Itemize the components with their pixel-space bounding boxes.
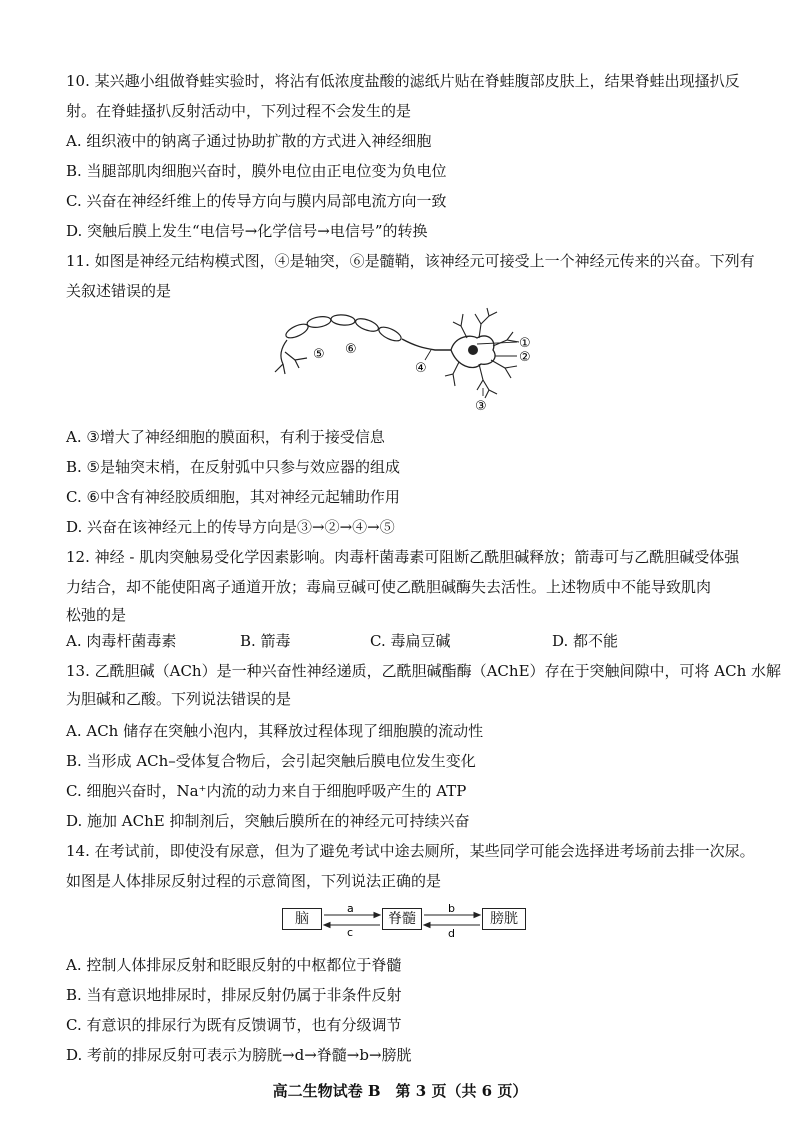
axon: [402, 339, 451, 350]
box-spinal-cord: 脊髓: [382, 908, 422, 930]
q13-option-a: A. ACh 储存在突触小泡内，其释放过程体现了细胞膜的流动性: [66, 722, 484, 740]
q11-option-b: B. ⑤是轴突末梢，在反射弧中只参与效应器的组成: [66, 458, 401, 476]
q13-option-c: C. 细胞兴奋时，Na⁺内流的动力来自于细胞呼吸产生的 ATP: [66, 782, 467, 800]
q13-stem-line2: 为胆碱和乙酸。下列说法错误的是: [66, 690, 292, 708]
q12-option-a: A. 肉毒杆菌毒素: [66, 632, 177, 650]
axon-terminal: [275, 340, 307, 374]
q10-stem-line1: 10. 某兴趣小组做脊蛙实验时，将沾有低浓度盐酸的滤纸片贴在脊蛙腹部皮肤上，结果脊蛙出现搔扒反: [66, 72, 740, 90]
q10-option-c: C. 兴奋在神经纤维上的传导方向与膜内局部电流方向一致: [66, 192, 447, 210]
q10-option-b: B. 当腿部肌肉细胞兴奋时，膜外电位由正电位变为负电位: [66, 162, 447, 180]
q13-stem-line1: 13. 乙酰胆碱（ACh）是一种兴奋性神经递质，乙酰胆碱酯酶（AChE）存在于突触间隙中，可将 ACh 水解: [66, 662, 782, 680]
q12-stem-line2: 力结合，却不能使阳离子通道开放；毒扁豆碱可使乙酰胆碱酶失去活性。上述物质中不能导致肌肉: [66, 578, 712, 596]
page-footer: 高二生物试卷 B 第 3 页（共 6 页）: [272, 1082, 528, 1100]
q12-option-c: C. 毒扁豆碱: [370, 632, 451, 650]
box-bladder: 膀胱: [482, 908, 526, 930]
arrow-label-a: a: [347, 903, 354, 915]
q10-option-d: D. 突触后膜上发生“电信号→化学信号→电信号”的转换: [66, 222, 428, 240]
q13-option-d: D. 施加 AChE 抑制剂后，突触后膜所在的神经元可持续兴奋: [66, 812, 470, 830]
arrow-label-b: b: [448, 903, 455, 915]
q14-option-c: C. 有意识的排尿行为既有反馈调节，也有分级调节: [66, 1016, 402, 1034]
box-brain: 脑: [282, 908, 322, 930]
reflex-arrows: [280, 903, 540, 939]
q12-stem-line3: 松弛的是: [66, 606, 127, 624]
nucleus: [468, 345, 478, 355]
arrow-label-d: d: [448, 927, 455, 939]
q12-option-d: D. 都不能: [552, 632, 619, 650]
label-3: ③: [475, 399, 487, 414]
label-1: ①: [519, 336, 531, 351]
neuron-diagram: [255, 300, 555, 415]
myelin-sheath: [284, 314, 403, 344]
q12-stem-line1: 12. 神经 - 肌肉突触易受化学因素影响。肉毒杆菌毒素可阻断乙酰胆碱释放；箭毒可与乙酰胆碱受体强: [66, 548, 740, 566]
q12-options: [66, 630, 706, 652]
label-5: ⑤: [313, 347, 325, 362]
q11-option-a: A. ③增大了神经细胞的膜面积，有利于接受信息: [66, 428, 385, 446]
label-2: ②: [519, 350, 531, 365]
arrow-label-c: c: [347, 926, 354, 939]
q14-stem-line1: 14. 在考试前，即使没有尿意，但为了避免考试中途去厕所，某些同学可能会选择进考场前去排一次尿。: [66, 842, 755, 860]
q10-option-a: A. 组织液中的钠离子通过协助扩散的方式进入神经细胞: [66, 132, 432, 150]
q14-stem-line2: 如图是人体排尿反射过程的示意简图，下列说法正确的是: [66, 872, 442, 890]
q11-stem-line1: 11. 如图是神经元结构模式图，④是轴突，⑥是髓鞘，该神经元可接受上一个神经元传来的兴奋。下列有: [66, 252, 755, 270]
q12-option-b: B. 箭毒: [240, 632, 291, 650]
q11-option-c: C. ⑥中含有神经胶质细胞，其对神经元起辅助作用: [66, 488, 400, 506]
reflex-diagram: [280, 903, 540, 939]
q13-option-b: B. 当形成 ACh–受体复合物后，会引起突触后膜电位发生变化: [66, 752, 476, 770]
q14-option-a: A. 控制人体排尿反射和眨眼反射的中枢都位于脊髓: [66, 956, 402, 974]
q14-option-d: D. 考前的排尿反射可表示为膀胱→d→脊髓→b→膀胱: [66, 1046, 412, 1064]
label-6: ⑥: [345, 342, 357, 357]
label-4: ④: [415, 361, 427, 376]
q11-stem-line2: 关叙述错误的是: [66, 282, 172, 300]
q11-option-d: D. 兴奋在该神经元上的传导方向是③→②→④→⑤: [66, 518, 395, 536]
q14-option-b: B. 当有意识地排尿时，排尿反射仍属于非条件反射: [66, 986, 402, 1004]
q10-stem-line2: 射。在脊蛙搔扒反射活动中，下列过程不会发生的是: [66, 102, 412, 120]
